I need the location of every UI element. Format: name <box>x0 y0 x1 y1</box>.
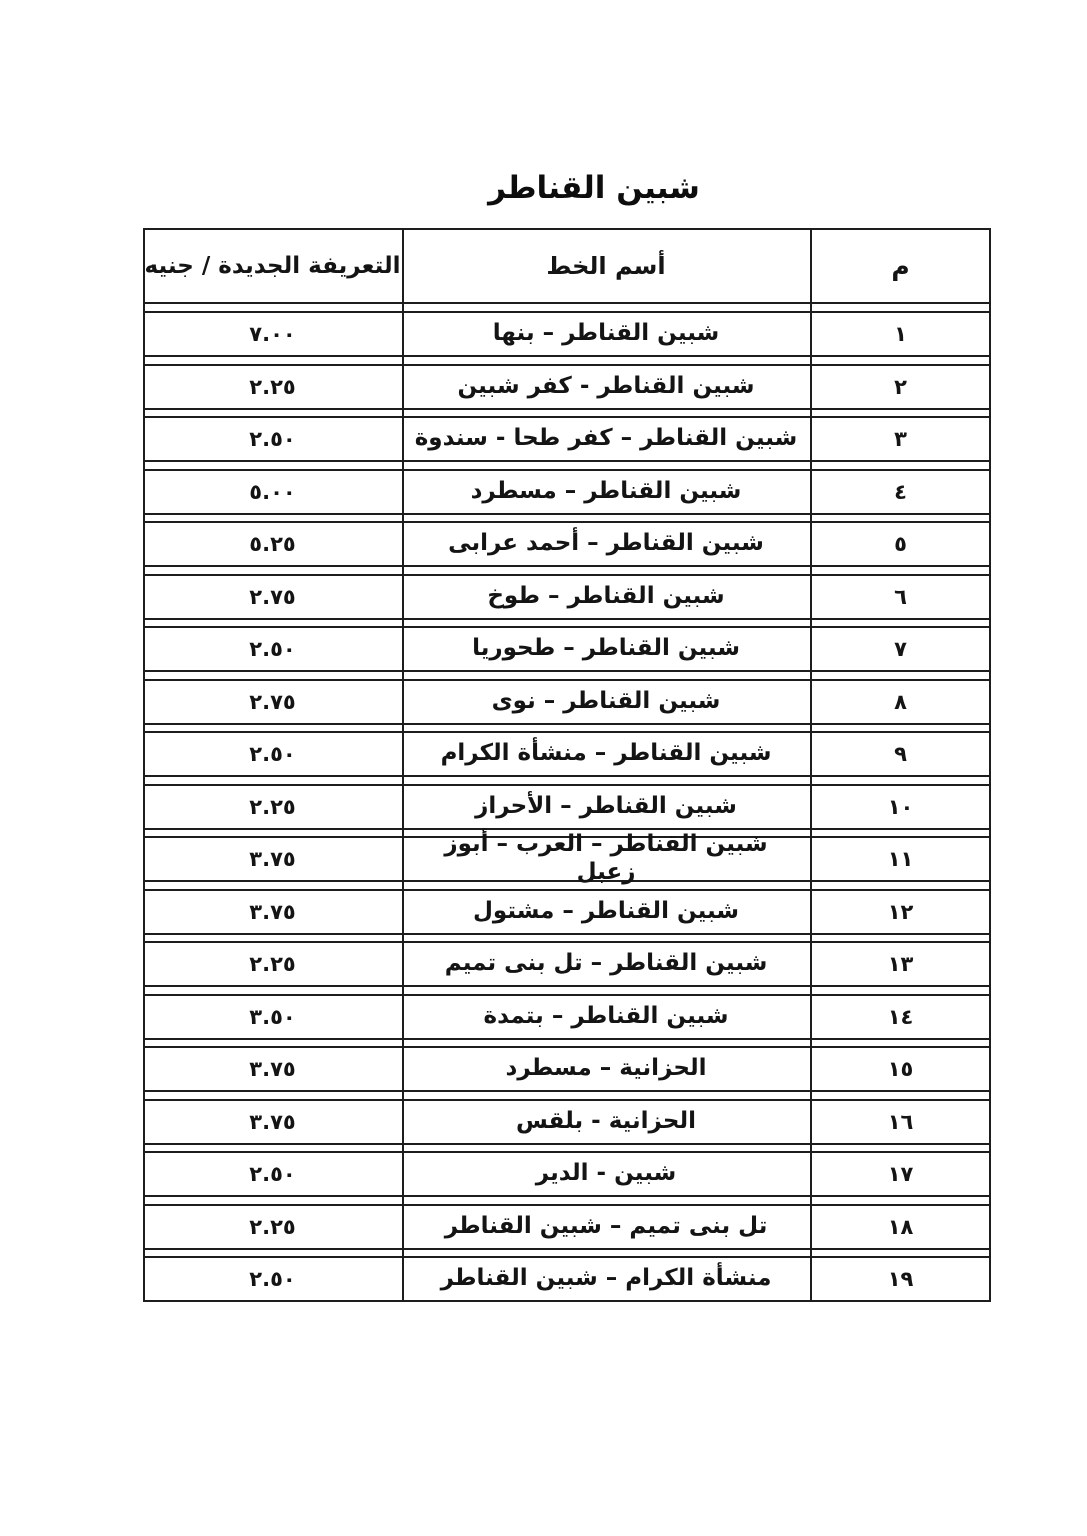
route-name-cell: شبين القناطر – العرب – أبوز زعبل <box>444 831 768 885</box>
table-row <box>143 831 991 885</box>
route-name-cell: شبين القناطر – بتمدة <box>483 1002 729 1029</box>
table-header-row <box>143 228 991 304</box>
route-name-cell: شبين القناطر – مشتول <box>472 897 740 924</box>
table-row <box>143 311 991 357</box>
table-row <box>143 574 991 620</box>
row-index-cell: ١٥ <box>887 1057 914 1081</box>
route-name-cell: الحزانية - بلقس <box>516 1107 696 1134</box>
fare-value-cell: ٢.٢٥ <box>249 374 296 399</box>
fare-value-cell: ٣.٥٠ <box>249 1004 296 1029</box>
route-name-cell: شبين القناطر - كفر شبين <box>457 372 755 399</box>
fare-value-cell: ٢.٧٥ <box>249 689 296 714</box>
row-index-cell: ١٦ <box>887 1109 914 1134</box>
route-name-cell: شبين القناطر – أحمد عرابى <box>448 530 764 557</box>
table-row <box>143 469 991 515</box>
row-index-cell: ١٨ <box>887 1214 914 1239</box>
row-index-cell: ٦ <box>894 584 907 609</box>
row-index-cell: ٩ <box>894 742 907 766</box>
column-header-fare: التعريفة الجديدة / جنيه <box>144 253 401 279</box>
fare-value-cell: ٢.٢٥ <box>249 952 296 976</box>
row-index-cell: ١ <box>894 322 907 346</box>
route-name-cell: شبين - الدير <box>535 1160 677 1187</box>
route-name-cell: شبين القناطر – مسطرد <box>470 477 742 504</box>
row-index-cell: ١١ <box>887 847 914 871</box>
fare-value-cell: ٥.٢٥ <box>249 532 296 556</box>
fare-value-cell: ٢.٧٥ <box>249 584 296 609</box>
page-title: شبين القناطر <box>488 170 700 206</box>
route-name-cell: شبين القناطر – كفر طحا - سندوة <box>414 425 798 452</box>
row-index-cell: ٢ <box>894 374 907 399</box>
route-name-cell: الحزانية – مسطرد <box>505 1055 707 1082</box>
row-index-cell: ١٢ <box>887 899 914 924</box>
route-name-cell: شبين القناطر – تل بنى تميم <box>444 950 768 977</box>
table-row <box>143 679 991 725</box>
fare-value-cell: ٧.٠٠ <box>249 322 296 346</box>
row-index-cell: ١٤ <box>887 1004 914 1029</box>
table-row <box>143 1046 991 1092</box>
table-row <box>143 994 991 1040</box>
fare-value-cell: ٢.٥٠ <box>249 742 296 766</box>
fare-value-cell: ٣.٧٥ <box>249 1057 296 1081</box>
row-index-cell: ٥ <box>894 532 907 556</box>
fare-table <box>143 228 991 1302</box>
table-row <box>143 1256 991 1302</box>
fare-value-cell: ٣.٧٥ <box>249 1109 296 1134</box>
table-border-vline <box>402 228 404 1302</box>
table-row <box>143 521 991 567</box>
route-name-cell: شبين القناطر – طوخ <box>487 582 725 609</box>
fare-value-cell: ٣.٧٥ <box>249 899 296 924</box>
row-index-cell: ٨ <box>894 689 907 714</box>
fare-value-cell: ٢.٢٥ <box>249 1214 296 1239</box>
route-name-cell: شبين القناطر – طحوريا <box>472 635 740 662</box>
route-name-cell: شبين القناطر – منشأة الكرام <box>440 740 772 767</box>
row-index-cell: ٧ <box>894 637 907 661</box>
table-border-vline <box>989 228 991 1302</box>
table-row <box>143 889 991 935</box>
fare-value-cell: ٢.٥٠ <box>249 1162 296 1186</box>
fare-value-cell: ٢.٢٥ <box>249 794 296 819</box>
row-index-cell: ٤ <box>894 479 907 504</box>
fare-value-cell: ٣.٧٥ <box>249 847 296 871</box>
table-border-vline <box>810 228 812 1302</box>
fare-value-cell: ٢.٥٠ <box>249 427 296 451</box>
table-row <box>143 1204 991 1250</box>
route-name-cell: شبين القناطر – نوى <box>491 687 721 714</box>
row-index-cell: ١٠ <box>887 794 914 819</box>
column-header-route: أسم الخط <box>546 251 666 280</box>
table-row <box>143 784 991 830</box>
column-header-index: م <box>891 251 910 281</box>
table-row <box>143 941 991 987</box>
route-name-cell: منشأة الكرام – شبين القناطر <box>440 1265 772 1292</box>
fare-value-cell: ٢.٥٠ <box>249 637 296 661</box>
table-row <box>143 364 991 410</box>
route-name-cell: شبين القناطر – بنها <box>492 320 720 347</box>
fare-value-cell: ٢.٥٠ <box>249 1267 296 1291</box>
route-name-cell: شبين القناطر – الأحراز <box>475 792 737 819</box>
row-index-cell: ٣ <box>894 427 907 451</box>
row-index-cell: ١٣ <box>887 952 914 976</box>
table-row <box>143 626 991 672</box>
table-row <box>143 731 991 777</box>
table-body <box>143 311 991 1302</box>
table-row <box>143 1099 991 1145</box>
route-name-cell: تل بنى تميم – شبين القناطر <box>444 1212 768 1239</box>
fare-value-cell: ٥.٠٠ <box>249 479 296 504</box>
row-index-cell: ١٧ <box>887 1162 914 1186</box>
row-index-cell: ١٩ <box>887 1267 914 1291</box>
table-row <box>143 416 991 462</box>
table-border-vline <box>143 228 145 1302</box>
table-row <box>143 1151 991 1197</box>
